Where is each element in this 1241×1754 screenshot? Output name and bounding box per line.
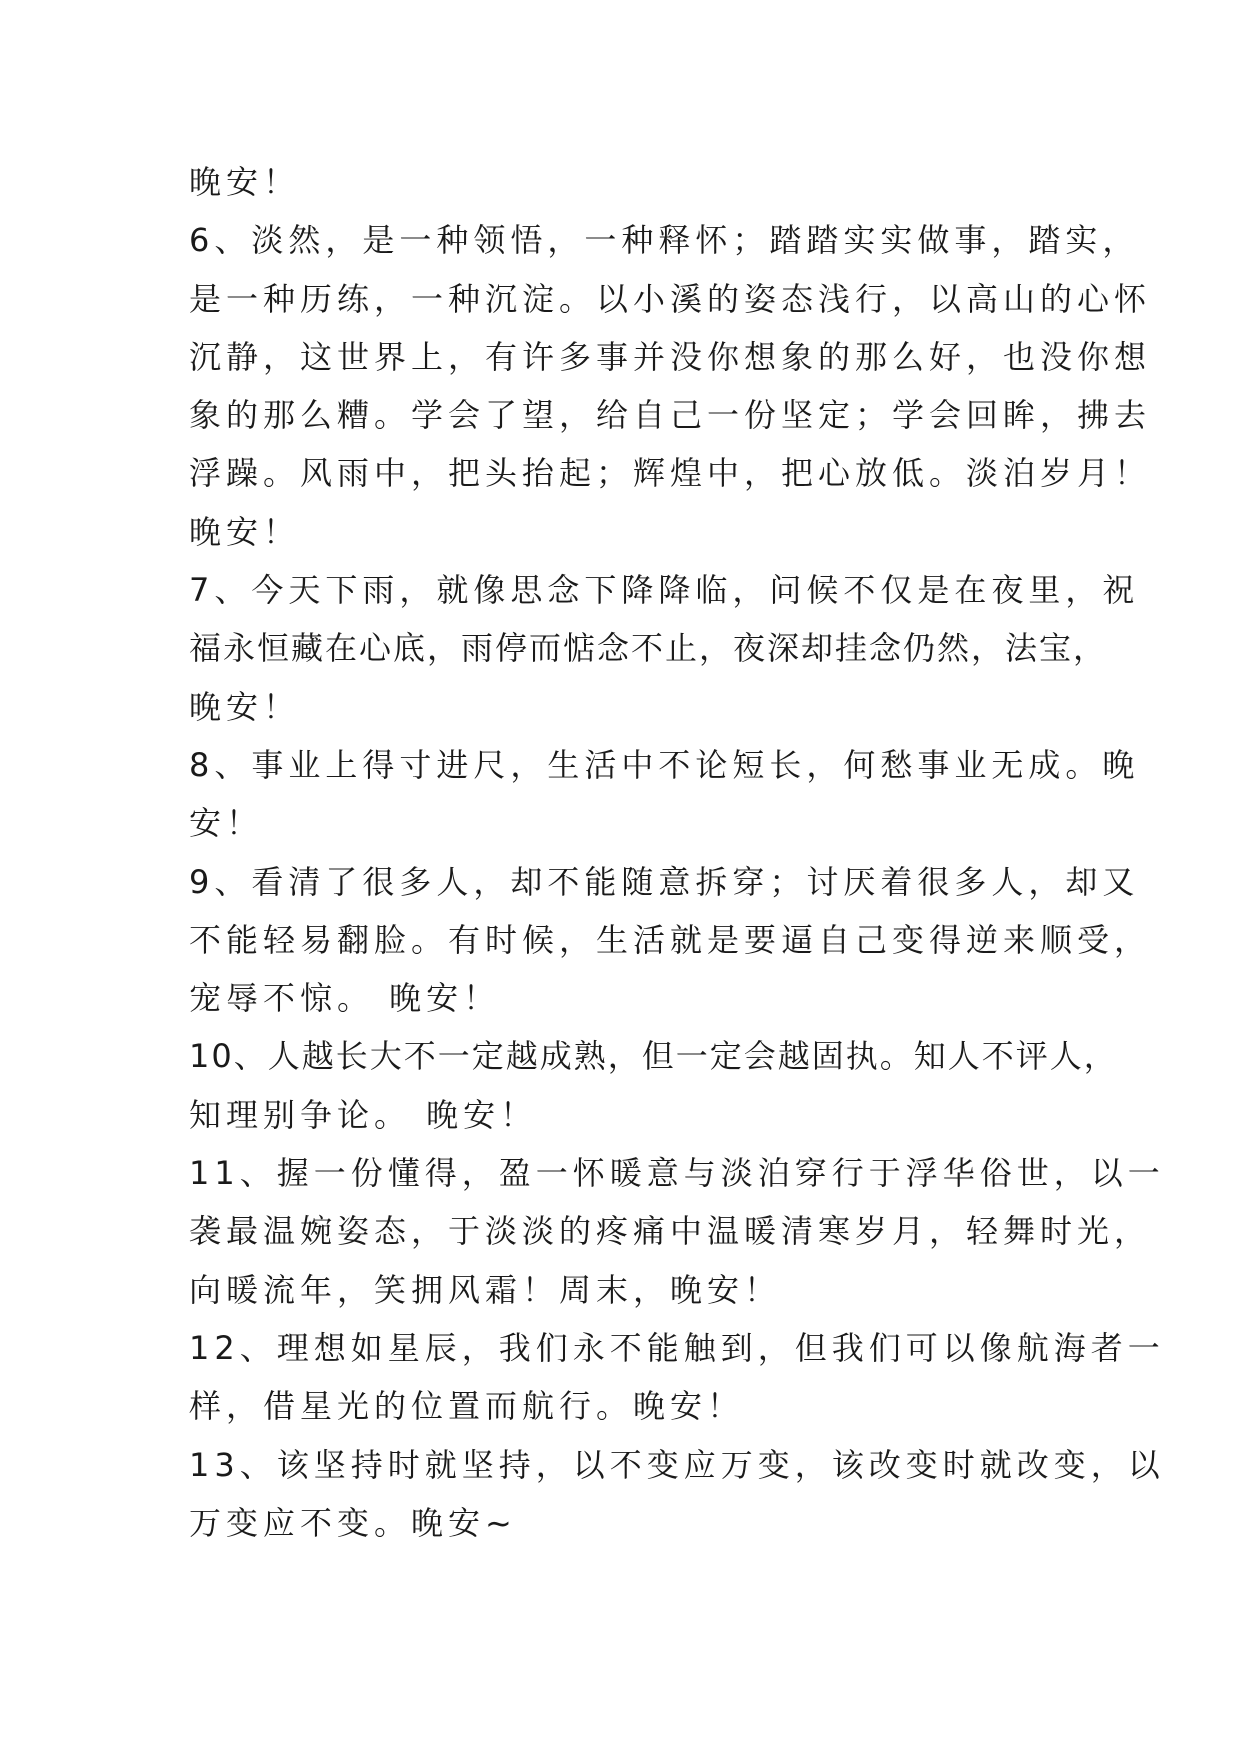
text-line: 知理别争论。 晚安！ bbox=[189, 1095, 538, 1134]
text-line: 向暖流年，笑拥风霜！周末，晚安！ bbox=[189, 1270, 782, 1309]
text-line: 沉静，这世界上，有许多事并没你想象的那么好，也没你想 bbox=[189, 337, 1152, 376]
document-body bbox=[189, 153, 1165, 1552]
text-line: 晚安！ bbox=[189, 512, 301, 551]
text-line: 11、握一份懂得，盈一怀暖意与淡泊穿行于浮华俗世，以一 bbox=[189, 1154, 1165, 1193]
text-line: 6、淡然，是一种领悟，一种释怀；踏踏实实做事，踏实， bbox=[189, 221, 1140, 260]
text-line: 8、事业上得寸进尺，生活中不论短长，何愁事业无成。晚 bbox=[189, 745, 1140, 784]
text-line: 万变应不变。晚安~ bbox=[189, 1503, 517, 1542]
text-line: 象的那么糟。学会了望，给自己一份坚定；学会回眸，拂去 bbox=[189, 396, 1152, 435]
text-line: 样，借星光的位置而航行。晚安！ bbox=[189, 1387, 745, 1426]
text-line: 10、人越长大不一定越成熟，但一定会越固执。知人不评人， bbox=[189, 1037, 1118, 1076]
text-line: 晚安！ bbox=[189, 163, 301, 201]
text-line: 9、看清了很多人，却不能随意拆穿；讨厌着很多人，却又 bbox=[189, 862, 1140, 901]
text-line: 晚安！ bbox=[189, 687, 301, 726]
text-line: 12、理想如星辰，我们永不能触到，但我们可以像航海者一 bbox=[189, 1328, 1165, 1367]
text-line: 安！ bbox=[189, 804, 264, 843]
text-line: 不能轻易翻脸。有时候，生活就是要逼自己变得逆来顺受， bbox=[189, 920, 1152, 959]
text-line: 13、该坚持时就坚持，以不变应万变，该改变时就改变，以 bbox=[189, 1445, 1165, 1484]
text-line: 袭最温婉姿态，于淡淡的疼痛中温暖清寒岁月，轻舞时光， bbox=[189, 1212, 1152, 1251]
text-line: 浮躁。风雨中，把头抬起；辉煌中，把心放低。淡泊岁月！ bbox=[189, 454, 1152, 493]
text-line: 是一种历练，一种沉淀。以小溪的姿态浅行，以高山的心怀 bbox=[189, 279, 1152, 318]
text-line: 福永恒藏在心底，雨停而惦念不止，夜深却挂念仍然，法宝， bbox=[189, 629, 1108, 668]
text-line: 宠辱不惊。 晚安！ bbox=[189, 979, 501, 1018]
text-line: 7、今天下雨，就像思念下降降临，问候不仅是在夜里，祝 bbox=[189, 571, 1140, 610]
